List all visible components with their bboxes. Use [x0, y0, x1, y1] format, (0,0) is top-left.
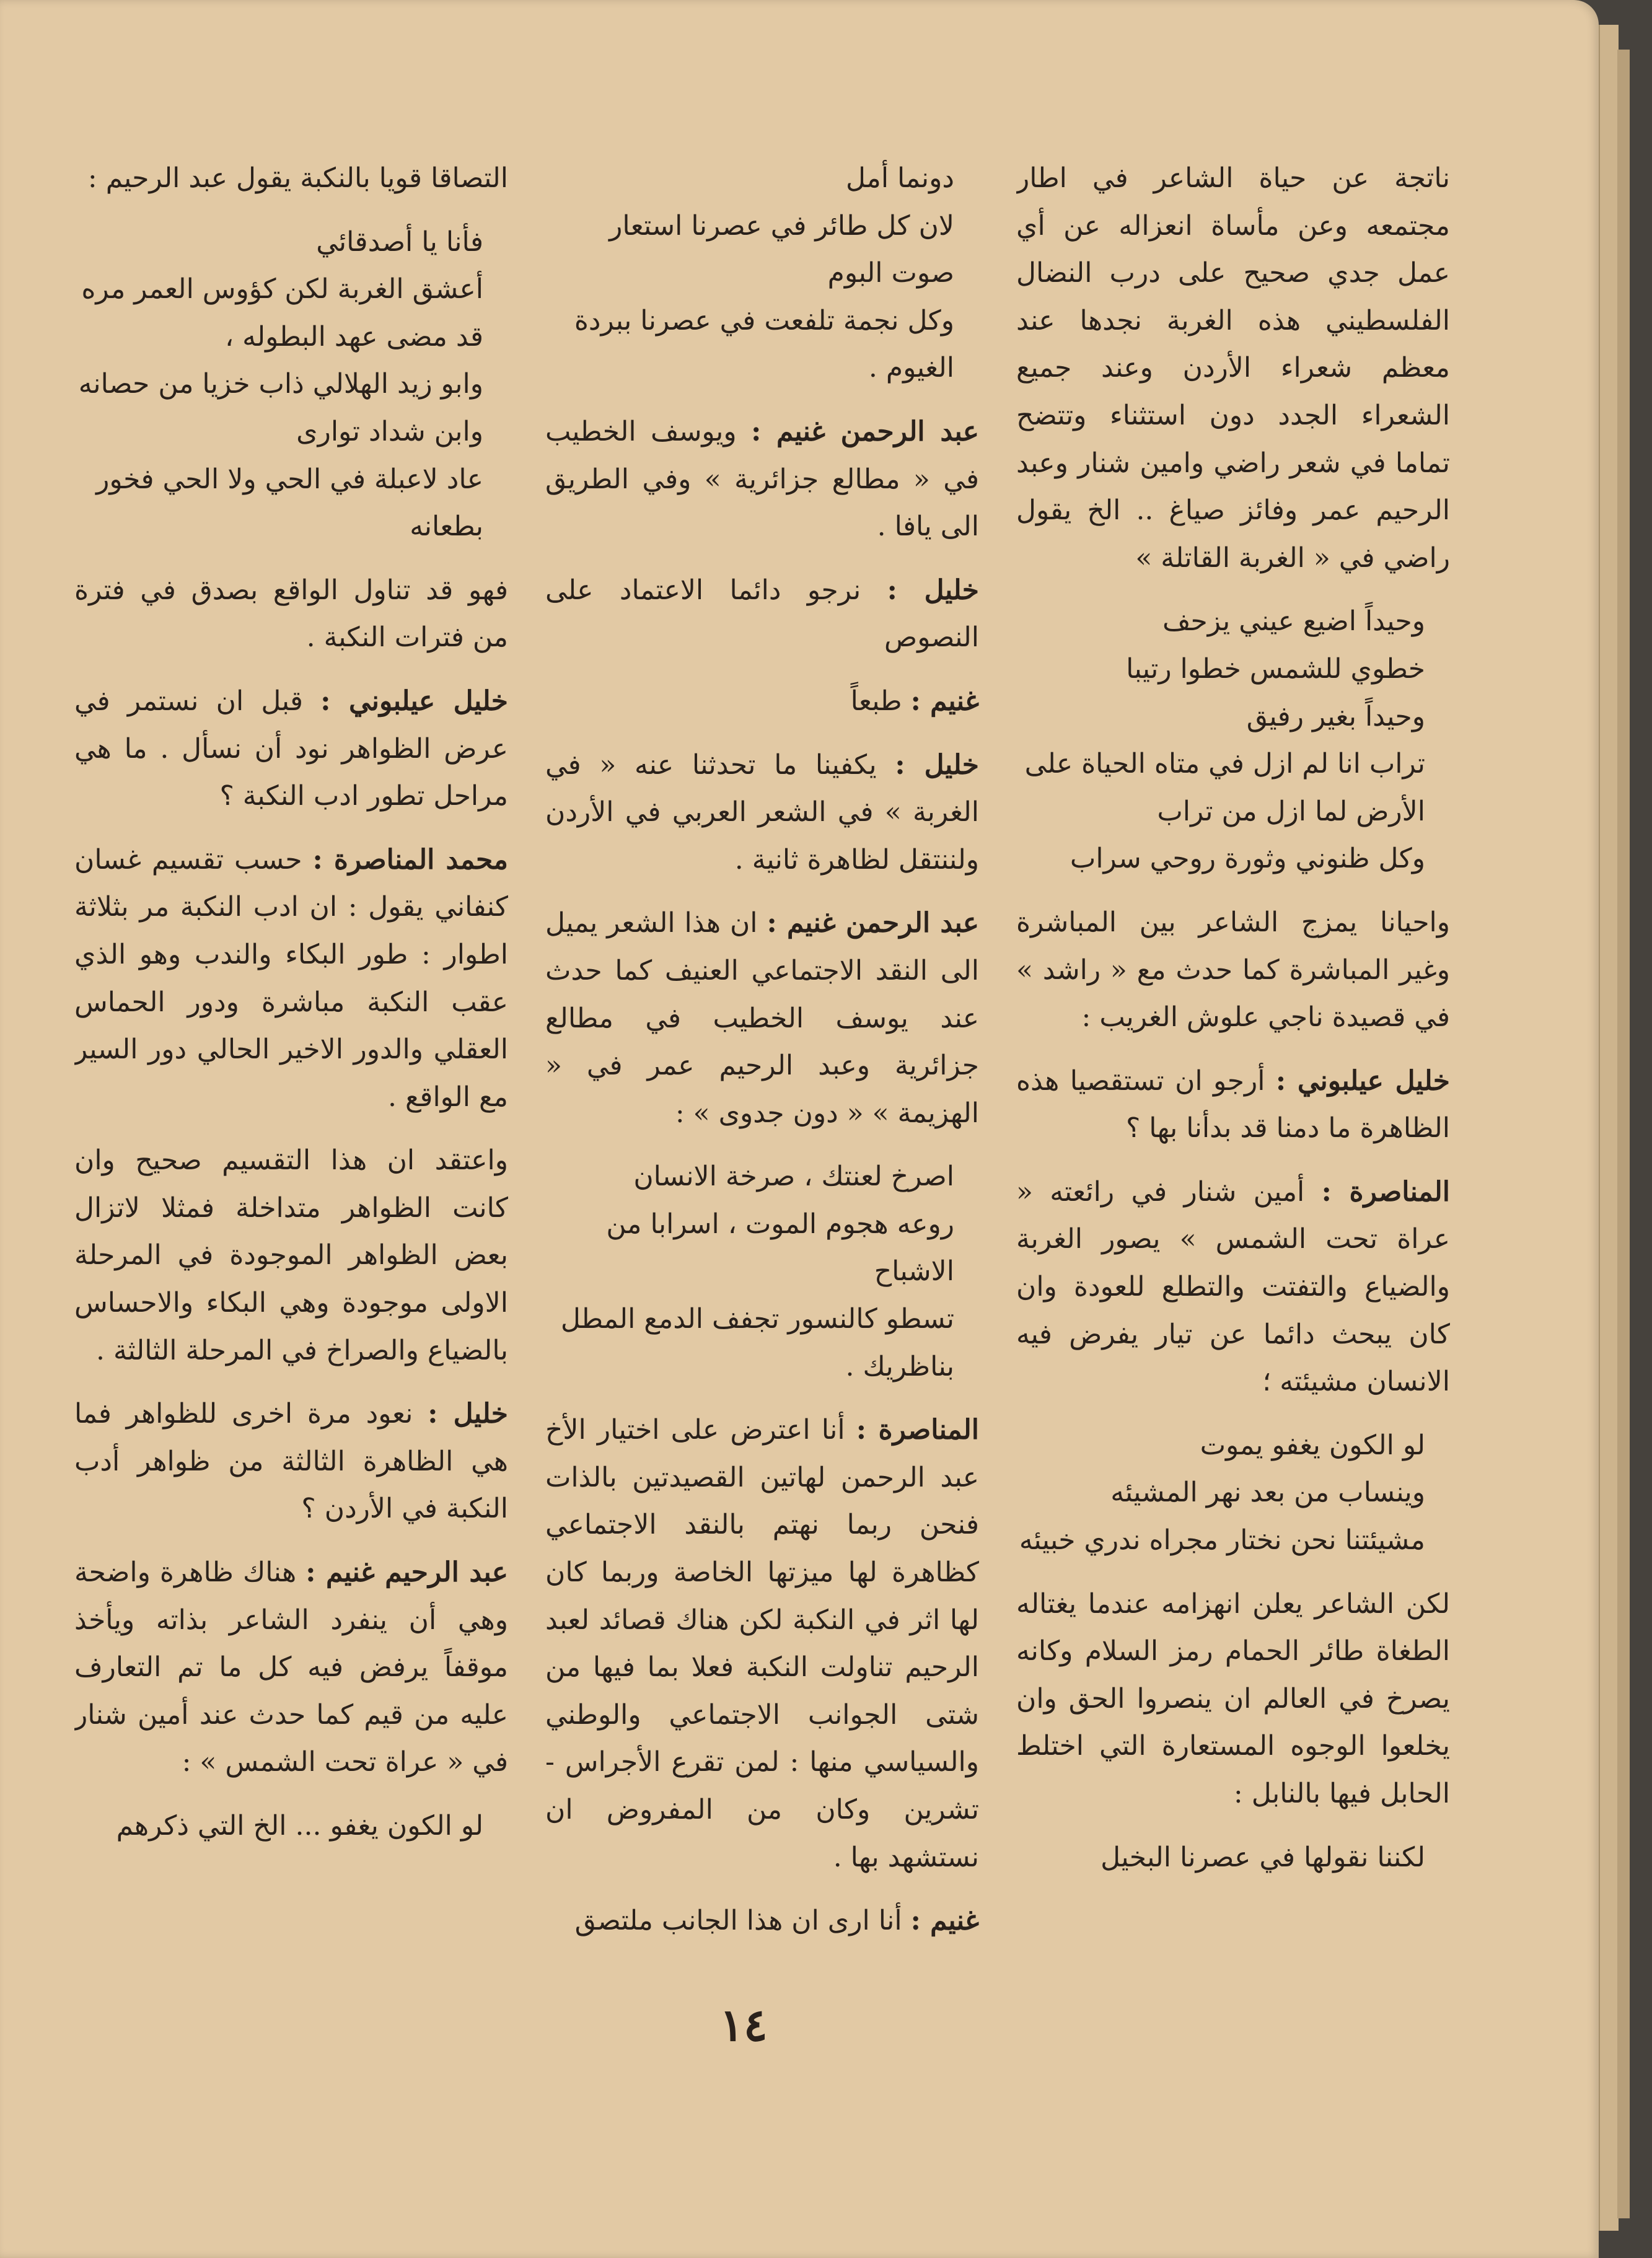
text-line: وهو الذي عقب النكبة مباشرة ودور	[74, 938, 508, 1018]
paragraph	[545, 567, 979, 662]
verse-line: اصرخ لعنتك ، صرخة الانسان	[633, 1161, 954, 1193]
paragraph	[1016, 899, 1450, 1042]
text-line: لاتزال بعض الظواهر الموجودة في	[74, 1192, 508, 1272]
text-line: أنا اعترض على اختيار الأخ	[545, 1414, 845, 1446]
verse-block	[74, 219, 508, 551]
text-line: وهي أن ينفرد الشاعر بذاته ويأخذ	[74, 1604, 508, 1636]
verse-line: وكل نجمة تلفعت في عصرنا ببردة	[574, 304, 954, 336]
text-line: عند يوسف الخطيب في مطالع جزائرية	[545, 1002, 979, 1082]
paragraph	[1016, 1058, 1450, 1153]
column-middle	[545, 155, 979, 2014]
speaker-name: عبد الرحمن غنيم :	[767, 907, 979, 939]
verse-block	[74, 1803, 508, 1850]
text-line: كنفاني يقول : ان ادب النكبة مر	[139, 891, 508, 923]
text-line: أنا ارى ان هذا الجانب ملتصق	[574, 1905, 902, 1937]
speaker-name: المناصرة :	[856, 1414, 979, 1446]
speaker-name: غنيم :	[910, 685, 979, 717]
verse-line: لو الكون يغفو ... الخ التي ذكرهم	[116, 1810, 483, 1842]
verse-line: دونما أمل	[845, 162, 954, 194]
text-line: هي الظاهرة الثالثة من ظواهر أدب	[74, 1445, 508, 1477]
text-line: طبعاً	[850, 685, 902, 717]
text-line: مراحل تطور ادب النكبة ؟	[219, 780, 508, 812]
paragraph	[74, 1390, 508, 1533]
verse-block	[1016, 1422, 1450, 1565]
paragraph	[74, 1549, 508, 1786]
text-line: نعود مرة اخرى للظواهر فما	[74, 1398, 413, 1430]
verse-line: وحيداً بغير رفيق	[1246, 700, 1425, 732]
verse-line: مشيئتنا نحن نختار مجراه ندري خبيئه	[1019, 1524, 1425, 1557]
text-line: فهو قد تناول الواقع بصدق في فترة	[74, 574, 508, 606]
text-line: صحيح على درب النضال الفلسطيني هذه	[1016, 257, 1450, 336]
verse-line: تراب انا لم ازل في متاه الحياة على	[1024, 748, 1425, 780]
text-line: موقفاً يرفض فيه كل ما تم التعارف	[74, 1651, 508, 1684]
speaker-name: المناصرة :	[1321, 1175, 1450, 1208]
text-line: أرجو ان تستقصيا	[1070, 1065, 1265, 1097]
paragraph	[545, 1407, 979, 1881]
text-line: النكبة لكن هناك قصائد لعبد الرحيم	[545, 1604, 979, 1684]
text-line: لها ميزتها الخاصة وربما كان لها اثر في	[545, 1557, 979, 1636]
text-line: عليه من قيم كما حدث عند أمين شنار	[74, 1698, 508, 1731]
paragraph	[74, 155, 508, 203]
verse-line: عاد لاعبلة في الحي ولا الحي فخور بطعانه	[96, 463, 483, 543]
text-line: في الشعر العربي في الأردن ولننتقل	[545, 796, 979, 876]
text-line: الثالثة .	[95, 1334, 177, 1366]
text-line: هناك ظاهرة واضحة	[74, 1557, 297, 1589]
text-line: لظاهرة ثانية .	[734, 843, 890, 876]
text-line: يخلعوا الوجوه المستعارة التي اختلط	[1016, 1730, 1450, 1762]
verse-line: وابو زيد الهلالي ذاب خزيا من حصانه	[78, 368, 483, 400]
text-line: حسب تقسيم غسان	[74, 843, 302, 876]
text-line: فنحن ربما نهتم بالنقد الاجتماعي كظاهرة	[545, 1509, 979, 1589]
verse-line: فأنا يا أصدقائي	[316, 226, 483, 258]
speaker-name: عبد الرحيم غنيم :	[305, 1557, 508, 1589]
text-line: وعن مأساة انعزاله عن أي عمل جدي	[1016, 209, 1450, 289]
text-line: الى النقد الاجتماعي العنيف كما حدث	[545, 954, 979, 986]
text-line: الجوانب الاجتماعي والوطني والسياسي	[545, 1698, 979, 1778]
text-line: من فترات النكبة .	[306, 622, 508, 654]
paragraph	[545, 742, 979, 884]
speaker-name: خليل عيلبوني :	[1275, 1065, 1450, 1097]
text-line: الغربة نجدها عند معظم شعراء الأردن	[1016, 304, 1450, 384]
paragraph	[74, 837, 508, 1122]
verse-line: الغيوم .	[868, 352, 954, 384]
text-line: في « عراة تحت الشمس » :	[182, 1746, 508, 1778]
verse-line: الاشباح	[874, 1255, 954, 1288]
paragraph	[74, 1137, 508, 1374]
text-line: يكفينا ما تحدثنا عنه « في الغربة »	[545, 749, 979, 828]
text-line: الانسان مشيئته ؛	[1262, 1366, 1450, 1398]
text-line: أمين شنار في رائعته	[1050, 1175, 1305, 1208]
verse-line: لكننا نقولها في عصرنا البخيل	[1101, 1841, 1425, 1873]
text-line: يقول راضي في « الغربة القاتلة »	[1016, 494, 1450, 574]
text-line: واعتقد ان هذا التقسيم صحيح	[135, 1144, 508, 1177]
verse-line: وابن شداد توارى	[296, 415, 483, 447]
text-line: وعبد الرحيم عمر وفائز صياغ .. الخ	[1016, 447, 1450, 527]
text-line: ويوسف	[651, 415, 737, 447]
text-line: تناولت النكبة فعلا بما فيها من شتى	[545, 1651, 979, 1731]
text-line: الطغاة طائر الحمام رمز السلام وكانه	[1016, 1635, 1450, 1667]
speaker-name: محمد المناصرة :	[312, 843, 508, 876]
verse-line: وكل ظنوني وثورة روحي سراب	[1070, 843, 1425, 875]
text-line: هذه الظاهرة ما دمنا قد بدأنا بها ؟	[1016, 1065, 1450, 1144]
verse-block	[545, 155, 979, 392]
paragraph	[74, 678, 508, 820]
text-line: كان يبحث دائما عن تيار يفرض فيه	[1016, 1318, 1450, 1350]
verse-line: وحيداً اضيع عيني يزحف	[1162, 605, 1425, 638]
text-line: وتتضح تماما في شعر راضي وامين شنار	[1016, 399, 1450, 479]
text-line: منها : لمن تقرع الأجراس - تشرين	[545, 1746, 979, 1825]
verse-line: خطوي للشمس خطوا رتيبا	[1126, 652, 1425, 685]
verse-line: الأرض لما ازل من تراب	[1157, 795, 1425, 827]
verse-line: بناظريك .	[845, 1350, 954, 1382]
paragraph	[545, 678, 979, 726]
text-line: وعند جميع الشعراء الجدد دون استثناء	[1016, 352, 1450, 431]
paragraph	[1016, 1169, 1450, 1406]
text-line: النكبة في الأردن ؟	[301, 1493, 508, 1525]
paragraph	[545, 408, 979, 551]
paragraph	[545, 1897, 979, 1945]
paragraph	[1016, 1581, 1450, 1818]
verse-block	[1016, 598, 1450, 883]
paragraph	[545, 900, 979, 1137]
text-line: الحماس العقلي والدور الاخير الحالي دور	[74, 986, 508, 1066]
text-line: وعبد الرحيم عمر في « الهزيمة » « دون	[545, 1050, 979, 1129]
text-line: قصيدة ناجي علوش الغريب :	[1081, 1001, 1406, 1034]
page-stack-edge	[1599, 25, 1619, 2231]
verse-line: صوت البوم	[827, 257, 954, 289]
speaker-name: خليل عيلبوني :	[320, 685, 508, 717]
paragraph	[1016, 155, 1450, 582]
verse-line: وينساب من بعد نهر المشيئه	[1110, 1477, 1425, 1509]
text-line: السير مع الواقع .	[74, 1034, 508, 1113]
text-line: المرحلة الاولى موجودة وهي البكاء	[74, 1239, 508, 1319]
verse-line: روعه هجوم الموت ، اسرابا من	[606, 1208, 954, 1240]
text-line: نرجو دائما الاعتماد على النصوص	[545, 574, 979, 654]
verse-line: لان كل طائر في عصرنا استعار	[609, 209, 954, 242]
speaker-name: خليل :	[428, 1398, 508, 1430]
text-line: « عراة تحت الشمس » يصور الغربة	[1016, 1175, 1450, 1255]
speaker-name: غنيم :	[910, 1905, 979, 1937]
text-line: الخطيب في « مطالع جزائرية » وفي	[545, 415, 979, 495]
text-line: عرض الظواهر نود أن نسأل . ما هي	[74, 732, 508, 765]
column-left	[74, 155, 508, 2014]
text-line: التصاقا قويا بالنكبة يقول عبد الرحيم :	[87, 162, 508, 194]
text-line: لكن الشاعر يعلن انهزامه عندما يغتاله	[1016, 1588, 1450, 1620]
verse-block	[545, 1153, 979, 1390]
speaker-name: خليل :	[887, 574, 979, 606]
text-line: المباشرة كما حدث مع « راشد » في	[1016, 954, 1450, 1034]
text-line: قبل ان نستمر في	[74, 685, 304, 717]
verse-line: تسطو كالنسور تجفف الدمع المطل	[560, 1303, 954, 1335]
speaker-name: خليل :	[895, 749, 979, 781]
verse-line: قد مضى عهد البطوله ،	[224, 320, 483, 353]
page-stack-edge-inner	[1617, 50, 1630, 2218]
text-line: والضياع والتفتت والتطلع للعودة وان	[1016, 1271, 1450, 1303]
text-line: واحيانا يمزج الشاعر بين المباشرة وغير	[1016, 906, 1450, 986]
text-line: جدوى » :	[675, 1097, 784, 1129]
verse-block	[1016, 1834, 1450, 1882]
text-line: والاحساس بالضياع والصراخ في المرحلة	[74, 1287, 508, 1366]
verse-line: لو الكون يغفو يموت	[1200, 1429, 1425, 1461]
speaker-name: عبد الرحمن غنيم :	[751, 415, 979, 447]
text-line: يصرخ في العالم ان ينصروا الحق وان	[1016, 1682, 1450, 1715]
paragraph	[74, 567, 508, 662]
text-line: ناتجة عن حياة الشاعر في اطار مجتمعه	[1016, 162, 1450, 242]
text-line: الطريق الى يافا .	[545, 463, 979, 543]
text-line: وكان من المفروض ان نستشهد بها .	[545, 1794, 979, 1873]
verse-line: أعشق الغربة لكن كؤوس العمر مره	[81, 273, 483, 305]
page-number: ١٤	[719, 1998, 768, 2051]
text-line: ان هذا الشعر يميل	[545, 907, 758, 939]
text-line: عبد الرحمن لهاتين القصيدتين بالذات	[545, 1461, 979, 1493]
text-line: الحابل فيها بالنابل :	[1233, 1778, 1450, 1809]
text-line: وان كانت الظواهر متداخلة فمثلا	[74, 1144, 508, 1224]
column-right	[1016, 155, 1450, 2014]
text-line: بثلاثة اطوار : طور البكاء والندب	[74, 891, 508, 970]
